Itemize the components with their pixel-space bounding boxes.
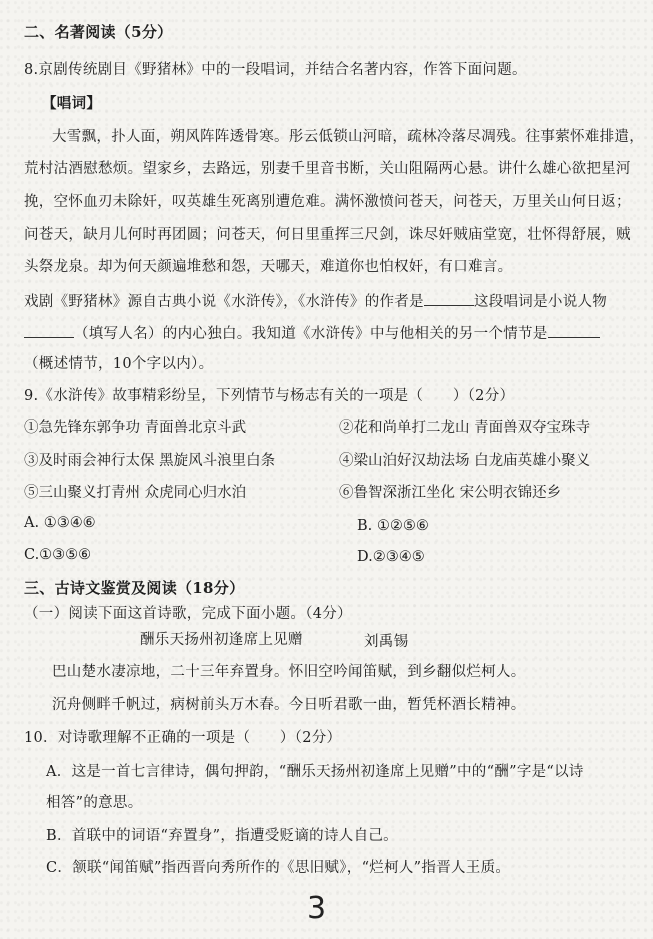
q9-prompt: 9.《水浒传》故事精彩纷呈，下列情节与杨志有关的一项是（ ）（2分） xyxy=(24,388,515,404)
part1-prompt: （一）阅读下面这首诗歌，完成下面小题。（4分） xyxy=(24,606,352,622)
lyrics-line: 问苍天，缺月儿何时再团圆；问苍天，何日里重挥三尺剑，诛尽奸贼庙堂宽，壮怀得舒展，贼 xyxy=(24,227,631,243)
q8-text-1b: 这段唱词是小说人物 xyxy=(473,294,608,310)
choice-c[interactable]: C.①③⑤⑥ xyxy=(24,547,92,563)
plot-blank[interactable] xyxy=(548,323,600,338)
author-blank[interactable] xyxy=(424,291,474,306)
character-blank[interactable] xyxy=(24,323,74,338)
section2-title: 二、名著阅读（5分） xyxy=(24,23,173,41)
q10-prompt: 10．对诗歌理解不正确的一项是（ ）（2分） xyxy=(24,730,342,746)
poem-title: 酬乐天扬州初逢席上见赠 xyxy=(140,632,303,648)
q8-text-2a: （填写人名）的内心独白。我知道《水浒传》中与他相关的另一个情节是 xyxy=(74,326,548,342)
q10-option-c: C．颔联“闻笛赋”指西晋向秀所作的《思旧赋》，“烂柯人”指晋人王质。 xyxy=(46,860,511,876)
q8-line-1 xyxy=(24,291,607,312)
q10-option-b: B．首联中的词语“弃置身”，指遭受贬谪的诗人自己。 xyxy=(46,828,398,844)
q8-text-1a: 戏剧《野猪林》源自古典小说《水浒传》，《水浒传》的作者是 xyxy=(24,294,424,310)
event-4: ④梁山泊好汉劫法场 白龙庙英雄小聚义 xyxy=(339,453,591,469)
q8-text-3: （概述情节，10个字以内）。 xyxy=(24,356,214,372)
event-1: ①急先锋东郭争功 青面兽北京斗武 xyxy=(24,420,247,436)
event-5: ⑤三山聚义打青州 众虎同心归水泊 xyxy=(24,485,247,501)
lyrics-tag: 【唱词】 xyxy=(42,95,102,112)
poem-author: 刘禹锡 xyxy=(364,634,409,650)
choice-d[interactable]: D.②③④⑤ xyxy=(357,549,425,565)
poem-line: 巴山楚水凄凉地，二十三年弃置身。怀旧空吟闻笛赋，到乡翻似烂柯人。 xyxy=(52,664,526,680)
event-6: ⑥鲁智深浙江坐化 宋公明衣锦还乡 xyxy=(339,485,562,501)
event-2: ②花和尚单打二龙山 青面兽双夺宝珠寺 xyxy=(339,420,591,436)
lyrics-line: 头祭龙泉。却为何天颜遍堆愁和怨，天哪天，难道你也怕权奸，有口难言。 xyxy=(24,259,513,275)
page-number: 3 xyxy=(307,891,327,926)
event-3: ③及时雨会神行太保 黑旋风斗浪里白条 xyxy=(24,453,276,469)
q8-prompt: 8.京剧传统剧目《野猪林》中的一段唱词，并结合名著内容，作答下面问题。 xyxy=(24,62,527,78)
q8-line-2 xyxy=(24,323,600,344)
q10-option-a-line2: 相答”的意思。 xyxy=(46,795,143,811)
q10-option-a-line1: A．这是一首七言律诗，偶句押韵，“酬乐天扬州初逢席上见赠”中的“酬”字是“以诗 xyxy=(46,764,584,780)
poem-line: 沉舟侧畔千帆过，病树前头万木春。今日听君歌一曲，暂凭杯酒长精神。 xyxy=(52,697,526,713)
choice-b[interactable]: B. ①②⑤⑥ xyxy=(357,518,429,534)
section3-title: 三、古诗文鉴赏及阅读（18分） xyxy=(24,579,245,597)
lyrics-line: 挽，空怀血刃未除奸，叹英雄生死离别遭危难。满怀激愤问苍天，问苍天，万里关山何日返； xyxy=(24,194,631,210)
choice-a[interactable]: A. ①③④⑥ xyxy=(24,515,96,531)
lyrics-line: 荒村沽酒慰愁烦。望家乡，去路远，别妻千里音书断，关山阻隔两心悬。讲什么雄心欲把星河 xyxy=(24,161,631,177)
lyrics-line: 大雪飘，扑人面，朔风阵阵透骨寒。彤云低锁山河暗，疏林冷落尽凋残。往事萦怀难排遣， xyxy=(52,129,644,145)
